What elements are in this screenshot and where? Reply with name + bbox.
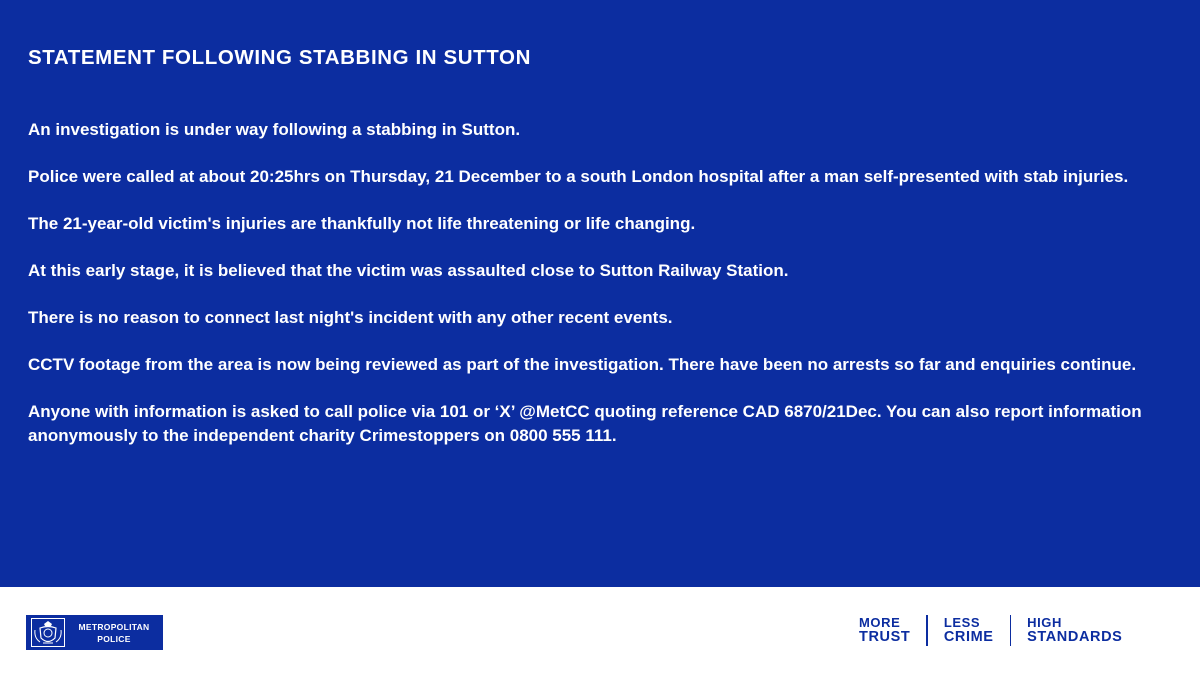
logo-line-2: POLICE	[97, 633, 131, 644]
tagline-3-line-1: HIGH	[1027, 615, 1062, 630]
tagline-1-line-2: TRUST	[859, 629, 911, 645]
met-police-logo	[26, 615, 163, 650]
paragraph-3: The 21-year-old victim's injuries are thankfully not life threatening or life changing.	[28, 214, 696, 233]
footer-bar	[0, 587, 1200, 675]
tagline-less-crime	[944, 615, 994, 646]
paragraph-4: At this early stage, it is believed that the victim was assaulted close to Sutton Railway Station.	[28, 261, 789, 280]
paragraph-5: There is no reason to connect last night's incident with any other recent events.	[28, 308, 673, 327]
statement-body	[28, 118, 1178, 471]
paragraph-2: Police were called at about 20:25hrs on Thursday, 21 December to a south London hospital after a man self-presented with stab injuries.	[28, 167, 1129, 186]
paragraph-6: CCTV footage from the area is now being reviewed as part of the investigation. There have been no arrests so far and enquiries continue.	[28, 355, 1137, 374]
statement-title: STATEMENT FOLLOWING STABBING IN SUTTON	[28, 46, 531, 69]
paragraph-7: Anyone with information is asked to call police via 101 or ‘X’ @MetCC quoting reference CAD 6870/21Dec. You can also report information anonymously to the independent charity Crimestoppers on 0800 555 111.	[28, 402, 1142, 445]
tagline-divider	[926, 615, 928, 646]
tagline-1-line-1: MORE	[859, 615, 901, 630]
paragraph-1: An investigation is under way following a stabbing in Sutton.	[28, 120, 521, 139]
tagline-2-line-1: LESS	[943, 615, 981, 630]
tagline-more-trust	[859, 615, 910, 646]
tagline-divider	[1010, 615, 1012, 646]
logo-line-1: METROPOLITAN	[78, 621, 150, 632]
tagline	[859, 615, 1122, 646]
tagline-2-line-2: CRIME	[943, 629, 994, 645]
tagline-3-line-2: STANDARDS	[1027, 629, 1123, 645]
crest-icon	[31, 618, 65, 647]
tagline-high-standards	[1027, 615, 1122, 646]
